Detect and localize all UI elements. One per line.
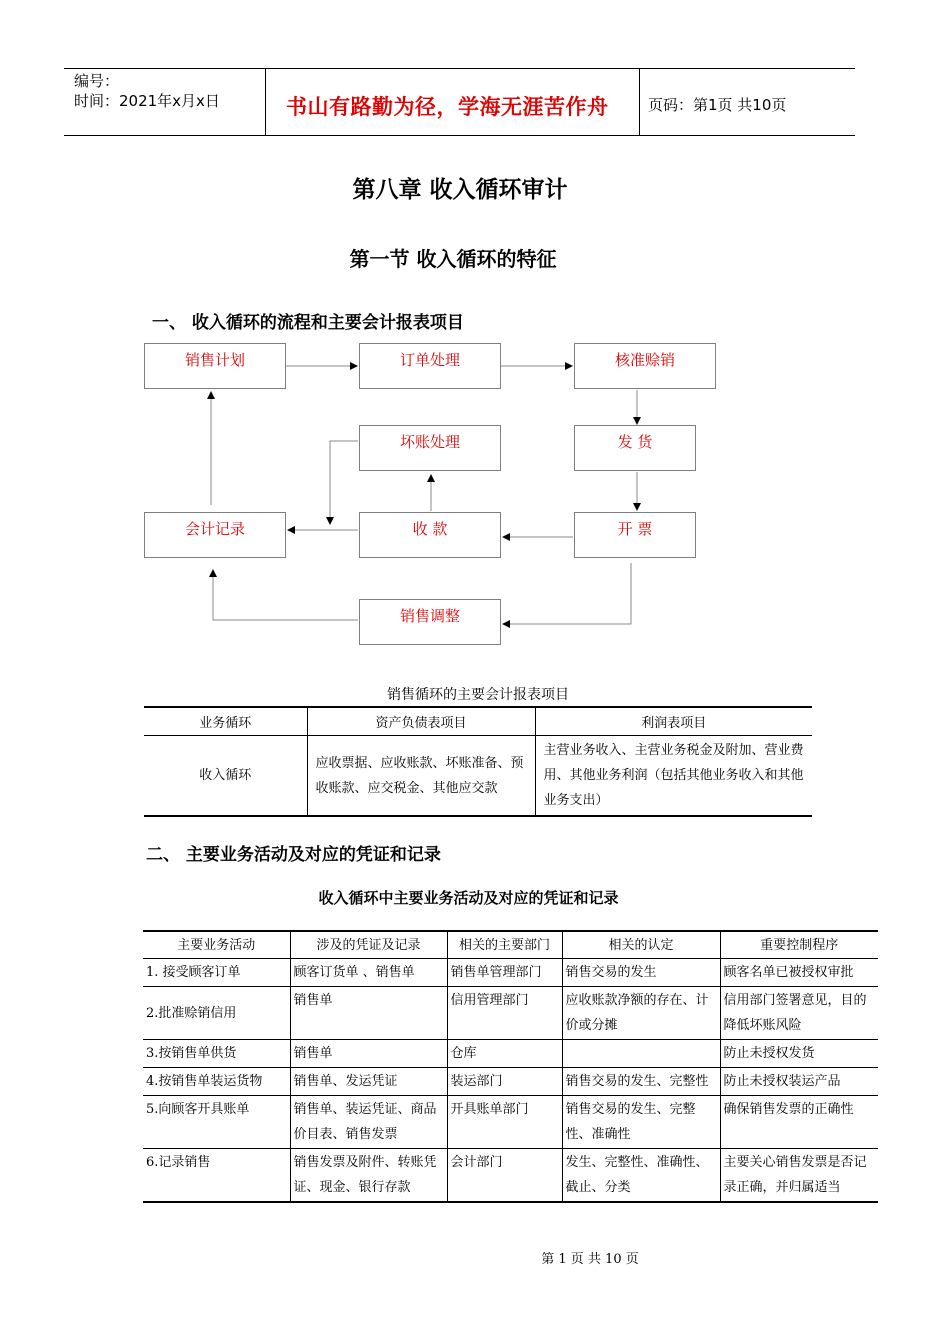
table-cell: 销售单、发运凭证 xyxy=(290,1068,447,1096)
activities-table xyxy=(143,930,878,1203)
table2-caption: 收入循环中主要业务活动及对应的凭证和记录 xyxy=(318,889,619,907)
table-cell: 5.向顾客开具账单 xyxy=(143,1096,290,1149)
table-cell: 主要关心销售发票是否记录正确，并归属适当 xyxy=(720,1149,878,1203)
table-cell: 销售单、装运凭证、商品价目表、销售发票 xyxy=(290,1096,447,1149)
table-cell: 3.按销售单供货 xyxy=(143,1040,290,1068)
arrow-baddebt-to-accounting xyxy=(330,441,358,524)
table-cell: 销售单 xyxy=(290,1040,447,1068)
table-header-cell: 业务循环 xyxy=(144,707,307,736)
table-cell: 应收账款净额的存在、计价或分摊 xyxy=(562,987,720,1040)
flow-box-bad-debt: 坏账处理 xyxy=(359,425,501,471)
page-info: 页码：第1页 共10页 xyxy=(648,96,787,114)
table-cell xyxy=(562,1040,720,1068)
table-cell: 防止未授权发货 xyxy=(720,1040,878,1068)
flow-box-order-processing: 订单处理 xyxy=(359,343,501,389)
table-cell: 开具账单部门 xyxy=(447,1096,562,1149)
table-cell: 6.记录销售 xyxy=(143,1149,290,1203)
part1-heading: 一、 收入循环的流程和主要会计报表项目 xyxy=(152,313,464,333)
table-cell: 信用部门签署意见，目的降低坏账风险 xyxy=(720,987,878,1040)
table-cell: 信用管理部门 xyxy=(447,987,562,1040)
table-row xyxy=(143,1149,878,1203)
table-row xyxy=(143,1096,878,1149)
flow-box-sales-plan: 销售计划 xyxy=(144,343,286,389)
flow-box-sales-adjustment: 销售调整 xyxy=(359,599,501,645)
table-row xyxy=(143,1040,878,1068)
table-header-row xyxy=(143,931,878,959)
flow-box-shipping: 发 货 xyxy=(574,425,696,471)
table-cell: 销售发票及附件、转账凭证、现金、银行存款 xyxy=(290,1149,447,1203)
table-header-cell: 重要控制程序 xyxy=(720,931,878,959)
time-label: 时间：2021年x月x日 xyxy=(74,92,220,110)
table-cell: 销售单 xyxy=(290,987,447,1040)
table-cell: 销售单管理部门 xyxy=(447,959,562,987)
report-items-table xyxy=(144,706,812,817)
table-header-row xyxy=(144,707,812,736)
table-row xyxy=(143,959,878,987)
table-cell: 仓库 xyxy=(447,1040,562,1068)
table-row xyxy=(143,1068,878,1096)
table-header-cell: 利润表项目 xyxy=(535,707,812,736)
table-cell: 销售交易的发生 xyxy=(562,959,720,987)
table-header-cell: 涉及的凭证及记录 xyxy=(290,931,447,959)
part2-heading: 二、 主要业务活动及对应的凭证和记录 xyxy=(146,845,441,865)
table-header-cell: 资产负债表项目 xyxy=(307,707,535,736)
section-title: 第一节 收入循环的特征 xyxy=(349,247,557,271)
header-motto: 书山有路勤为径，学海无涯苦作舟 xyxy=(286,95,609,119)
chapter-title: 第八章 收入循环审计 xyxy=(352,177,568,203)
table-cell: 4.按销售单装运货物 xyxy=(143,1068,290,1096)
table-cell: 防止未授权装运产品 xyxy=(720,1068,878,1096)
flow-box-credit-approval: 核准赊销 xyxy=(574,343,716,389)
table-cell: 会计部门 xyxy=(447,1149,562,1203)
table1-caption: 销售循环的主要会计报表项目 xyxy=(387,687,569,703)
table-header-cell: 相关的主要部门 xyxy=(447,931,562,959)
table-cell: 应收票据、应收账款、坏账准备、预收账款、应交税金、其他应交款 xyxy=(307,736,535,817)
table-cell: 收入循环 xyxy=(144,736,307,817)
table-cell: 确保销售发票的正确性 xyxy=(720,1096,878,1149)
table-header-cell: 主要业务活动 xyxy=(143,931,290,959)
flow-box-accounting: 会计记录 xyxy=(144,512,286,558)
page-footer: 第 1 页 共 10 页 xyxy=(541,1252,639,1267)
arrow-adjustment-to-accounting xyxy=(213,570,358,620)
arrow-invoice-to-adjustment xyxy=(503,563,631,624)
flow-box-collection: 收 款 xyxy=(359,512,501,558)
table-cell: 主营业务收入、主营业务税金及附加、营业费用、其他业务利润（包括其他业务收入和其他业务支出） xyxy=(535,736,812,817)
table-cell: 销售交易的发生、完整性、准确性 xyxy=(562,1096,720,1149)
table-cell: 发生、完整性、准确性、截止、分类 xyxy=(562,1149,720,1203)
table-row xyxy=(143,987,878,1040)
table-cell: 顾客订货单 、销售单 xyxy=(290,959,447,987)
table-cell: 2.批准赊销信用 xyxy=(143,987,290,1040)
serial-label: 编号： xyxy=(74,72,120,90)
table-row xyxy=(144,736,812,817)
table-cell: 1. 接受顾客订单 xyxy=(143,959,290,987)
table-cell: 销售交易的发生、完整性 xyxy=(562,1068,720,1096)
flow-box-invoicing: 开 票 xyxy=(574,512,696,558)
table-cell: 顾客名单已被授权审批 xyxy=(720,959,878,987)
table-cell: 装运部门 xyxy=(447,1068,562,1096)
table-header-cell: 相关的认定 xyxy=(562,931,720,959)
